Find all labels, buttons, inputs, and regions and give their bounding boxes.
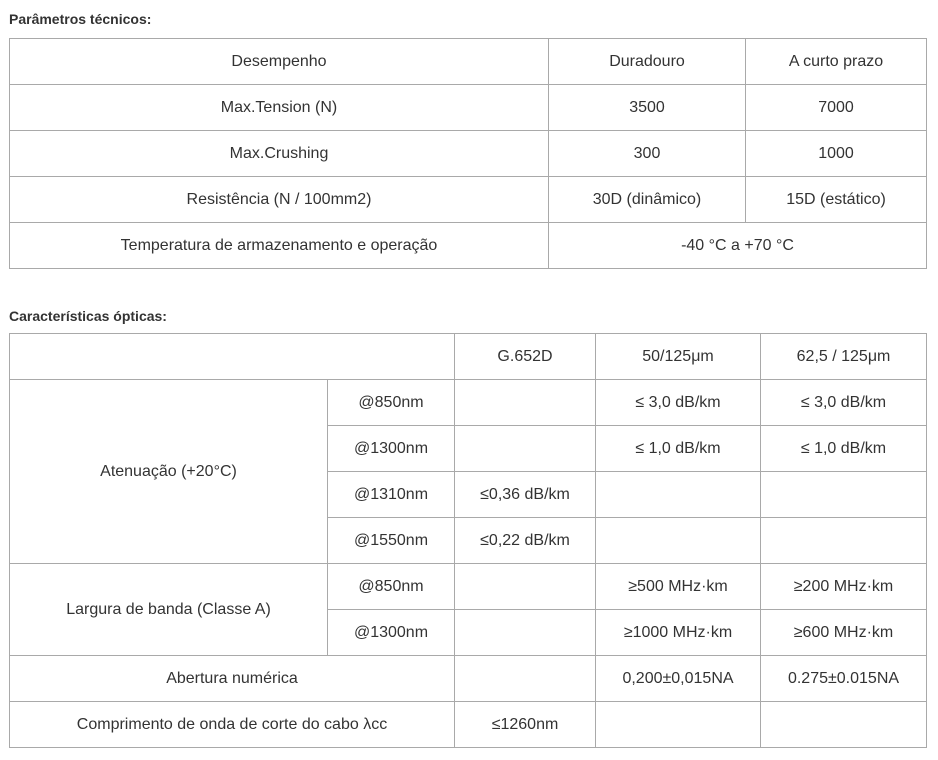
table-cell: ≥200 MHz·km bbox=[761, 564, 927, 610]
table-cell bbox=[761, 702, 927, 748]
table-cell: 300 bbox=[549, 131, 746, 177]
table-row bbox=[10, 656, 927, 702]
table-cell bbox=[455, 610, 596, 656]
table-row bbox=[10, 177, 927, 223]
wavelength-cell: @1310nm bbox=[328, 472, 455, 518]
header-cell-empty bbox=[10, 334, 455, 380]
table-cell: ≤ 1,0 dB/km bbox=[761, 426, 927, 472]
wavelength-cell: @1300nm bbox=[328, 610, 455, 656]
table-cell: ≤ 3,0 dB/km bbox=[761, 380, 927, 426]
table-row bbox=[10, 702, 927, 748]
optical-characteristics-heading: Características ópticas: bbox=[9, 308, 167, 324]
wavelength-cell: @1550nm bbox=[328, 518, 455, 564]
row-label: Max.Crushing bbox=[10, 131, 549, 177]
table-row bbox=[10, 380, 927, 426]
table-cell bbox=[455, 380, 596, 426]
table-cell: ≥1000 MHz·km bbox=[596, 610, 761, 656]
row-label: Resistência (N / 100mm2) bbox=[10, 177, 549, 223]
table-cell bbox=[596, 702, 761, 748]
wavelength-cell: @1300nm bbox=[328, 426, 455, 472]
row-label: Max.Tension (N) bbox=[10, 85, 549, 131]
table-cell bbox=[761, 472, 927, 518]
table-cell bbox=[455, 426, 596, 472]
temperature-range-cell: -40 °C a +70 °C bbox=[549, 223, 927, 269]
table-cell: 15D (estático) bbox=[746, 177, 927, 223]
technical-parameters-heading: Parâmetros técnicos: bbox=[9, 11, 152, 27]
table-cell: 7000 bbox=[746, 85, 927, 131]
bandwidth-label: Largura de banda (Classe A) bbox=[10, 564, 328, 656]
table-cell: ≤1260nm bbox=[455, 702, 596, 748]
table-cell: ≤ 3,0 dB/km bbox=[596, 380, 761, 426]
table-row bbox=[10, 223, 927, 269]
attenuation-label: Atenuação (+20°C) bbox=[10, 380, 328, 564]
table-cell: ≤0,22 dB/km bbox=[455, 518, 596, 564]
row-label: Abertura numérica bbox=[10, 656, 455, 702]
table-cell: ≥600 MHz·km bbox=[761, 610, 927, 656]
table-cell: ≤0,36 dB/km bbox=[455, 472, 596, 518]
table-cell bbox=[596, 518, 761, 564]
table-header-row bbox=[10, 334, 927, 380]
wavelength-cell: @850nm bbox=[328, 380, 455, 426]
technical-parameters-table bbox=[9, 38, 927, 269]
header-cell: Duradouro bbox=[549, 39, 746, 85]
table-row bbox=[10, 131, 927, 177]
table-cell: 30D (dinâmico) bbox=[549, 177, 746, 223]
header-cell: Desempenho bbox=[10, 39, 549, 85]
table-cell: 1000 bbox=[746, 131, 927, 177]
table-cell bbox=[455, 656, 596, 702]
optical-characteristics-table bbox=[9, 333, 927, 748]
header-cell: A curto prazo bbox=[746, 39, 927, 85]
header-cell: 50/125μm bbox=[596, 334, 761, 380]
table-cell: 3500 bbox=[549, 85, 746, 131]
table-header-row bbox=[10, 39, 927, 85]
wavelength-cell: @850nm bbox=[328, 564, 455, 610]
table-cell: 0,200±0,015NA bbox=[596, 656, 761, 702]
row-label: Temperatura de armazenamento e operação bbox=[10, 223, 549, 269]
table-cell bbox=[596, 472, 761, 518]
header-cell: 62,5 / 125μm bbox=[761, 334, 927, 380]
table-cell bbox=[761, 518, 927, 564]
header-cell: G.652D bbox=[455, 334, 596, 380]
table-cell: ≤ 1,0 dB/km bbox=[596, 426, 761, 472]
table-row bbox=[10, 85, 927, 131]
table-cell: ≥500 MHz·km bbox=[596, 564, 761, 610]
table-cell bbox=[455, 564, 596, 610]
row-label: Comprimento de onda de corte do cabo λcc bbox=[10, 702, 455, 748]
table-row bbox=[10, 564, 927, 610]
table-cell: 0.275±0.015NA bbox=[761, 656, 927, 702]
